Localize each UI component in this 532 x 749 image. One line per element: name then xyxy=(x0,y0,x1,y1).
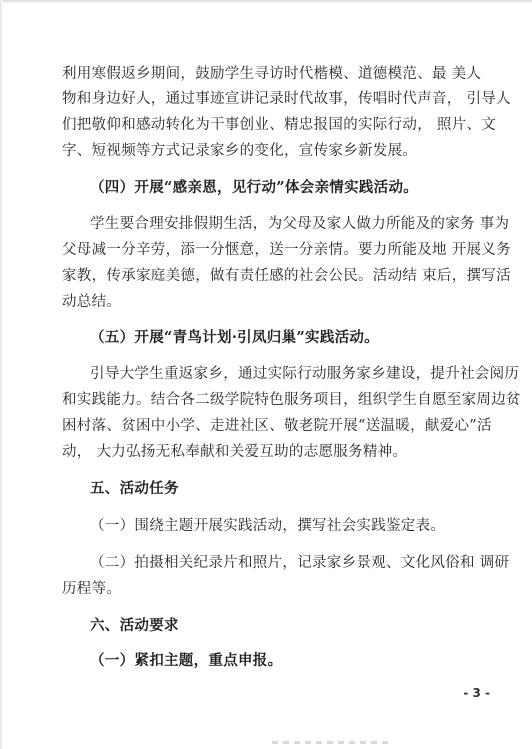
chapter-heading-6: 六、活动要求 xyxy=(90,617,179,634)
page-number: - 3 - xyxy=(463,686,490,700)
scan-artifact xyxy=(272,741,392,744)
paragraph-line: 动总结。 xyxy=(62,294,122,310)
paragraph-line: 家教，传承家庭美德，做有责任感的社会公民。活动结 束后，撰写活 xyxy=(62,268,511,284)
list-item-continuation: 历程等。 xyxy=(62,581,122,597)
paragraph-line: 动， 大力弘扬无私奉献和关爱互助的志愿服务精神。 xyxy=(62,444,408,460)
paragraph-line: 引导大学生重返家乡，通过实际行动服务家乡建设，提升社会阅历 xyxy=(90,366,520,382)
paragraph-line: 利用寒假返乡期间，鼓励学生寻访时代楷模、道德模范、最 美人 xyxy=(62,66,482,82)
paragraph-line: 父母减一分辛劳，添一分惬意，送一分亲情。要力所能及地 开展义务 xyxy=(62,242,511,258)
paragraph-line: 物和身边好人，通过事迹宣讲记录时代故事，传唱时代声音， 引导人 xyxy=(62,91,511,107)
list-item-heading: （一）紧扣主题，重点申报。 xyxy=(90,652,283,669)
section-heading-5: （五）开展“青鸟计划·引凤归巢”实践活动。 xyxy=(90,329,380,346)
list-item: （一）围绕主题开展实践活动，撰写社会实践鉴定表。 xyxy=(90,518,446,534)
list-item: （二）拍摄相关纪录片和照片，记录家乡景观、文化风俗和 调研 xyxy=(90,555,510,571)
paragraph-line: 困村落、贫困中小学、走进社区、敬老院开展“送温暖，献爱心”活 xyxy=(62,418,492,434)
section-heading-4: （四）开展“感亲恩，见行动”体会亲情实践活动。 xyxy=(90,179,419,196)
paragraph-line: 学生要合理安排假期生活，为父母及家人做力所能及的家务 事为 xyxy=(90,216,510,232)
chapter-heading-5: 五、活动任务 xyxy=(90,480,179,497)
paragraph-line: 们把敬仰和感动转化为干事创业、精忠报国的实际行动， 照片、文 xyxy=(62,117,497,133)
paragraph-line: 和实践能力。结合各二级学院特色服务项目，组织学生自愿至家周边贫 xyxy=(62,392,521,408)
paragraph-line: 字、短视频等方式记录家乡的变化，宣传家乡新发展。 xyxy=(62,143,418,159)
